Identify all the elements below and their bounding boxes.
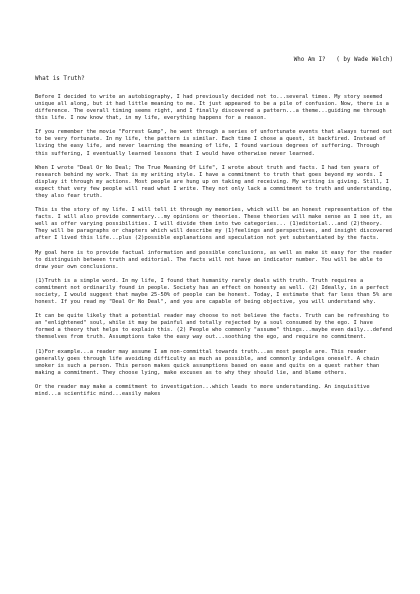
document-page — [35, 56, 393, 405]
paragraph: If you remember the movie "Forrest Gump", he went through a series of unfortunate events that always turned out to be very fortunate. In my life, the pattern is similar. Each time I chose a quest, it backfired. Instead of living the easy life, and never learning the meaning of life, I found various degrees of suffering. Through this suffering, I eventually learned lessons that I would have otherwise never learned. — [35, 129, 393, 157]
paragraph: (1)Truth is a simple word. In my life, I found that humanity rarely deals with truth. Truth requires a commitment not ordinarily found in people. Society has an effect on honesty as well. (2) Ideally, in a perfect society, I would suggest that maybe 25-50% of people can be honest. Today, I estimate that far less than 5% are honest. If you read my "Deal Or No Deal", and you are capable of being objective, you will understand why. — [35, 277, 393, 306]
paragraph: (1)For example...a reader may assume I am non-committal towards truth...as most people are. This reader generally goes through life avoiding difficulty as much as possible, and commonly indulges oneself. A chain smoker is such a person. This person makes quick assumptions based on ease and quits on a quest rather than making a commitment. They choose lying, make excuses as to why they should lie, and blame others. — [35, 348, 380, 376]
document-header: Who Am I? ( by Wade Welch) — [293, 57, 393, 63]
paragraph: It can be quite likely that a potential reader may choose to not believe the facts. Truth can be refreshing to an "enlightened" soul, while it may be painful and totally rejected by a soul consumed by the ego. I have formed a theory that helps to explain this. (2) People who commonly "assume" things...maybe even daily...defend themselves from truth. Assumptions take the easy way out...soothing the ego, and require no commitment. — [35, 313, 393, 341]
paragraph: Or the reader may make a commitment to investigation...which leads to more understanding. An inquisitive mind...a scientific mind...easily makes — [35, 384, 370, 398]
paragraph: Before I decided to write an autobiography, I had previously decided not to...several times. My story seemed unique all along, but it had little meaning to me. It just appeared to be a pile of confusion. Now, there is a difference. The overall timing seems right, and I finally discovered a pattern...a theme...guiding me through this life. I now know that, in my life, everything happens for a reason. — [35, 94, 389, 122]
section-heading: What is Truth? — [35, 76, 85, 82]
paragraph: When I wrote "Deal Or No Deal; The True Meaning Of Life", I wrote about truth and facts. I had ten years of research behind my work. That is my writing style. I have a commitment to truth that goes beyond my words. I display it through my actions. Most people are hung up on taking and receiving. My writing is giving. Still, I expect that very few people will read what I write. They not only lack a commitment to truth and understanding, they also fear truth. — [35, 164, 393, 199]
paragraph: My goal here is to provide factual information and possible conclusions, as well as make it easy for the reader to distinguish between truth and editorial. The facts will not have an indicator number. You will be able to draw your own conclusions. — [35, 249, 393, 270]
paragraph: This is the story of my life. I will tell it through my memories, which will be an honest representation of the facts. I will also provide commentary...my opinions or theories. These theories will make sense as I see it, as well as offer varying possibilities. I will divide them into two categories... (1)editorial...and (2)theory. They will be paragraphs or chapters which will describe my (1)feelings and perspectives, and insight discovered after I lived this life...plus (2)possible explanations and speculation not yet substantiated by the facts. — [35, 207, 393, 242]
